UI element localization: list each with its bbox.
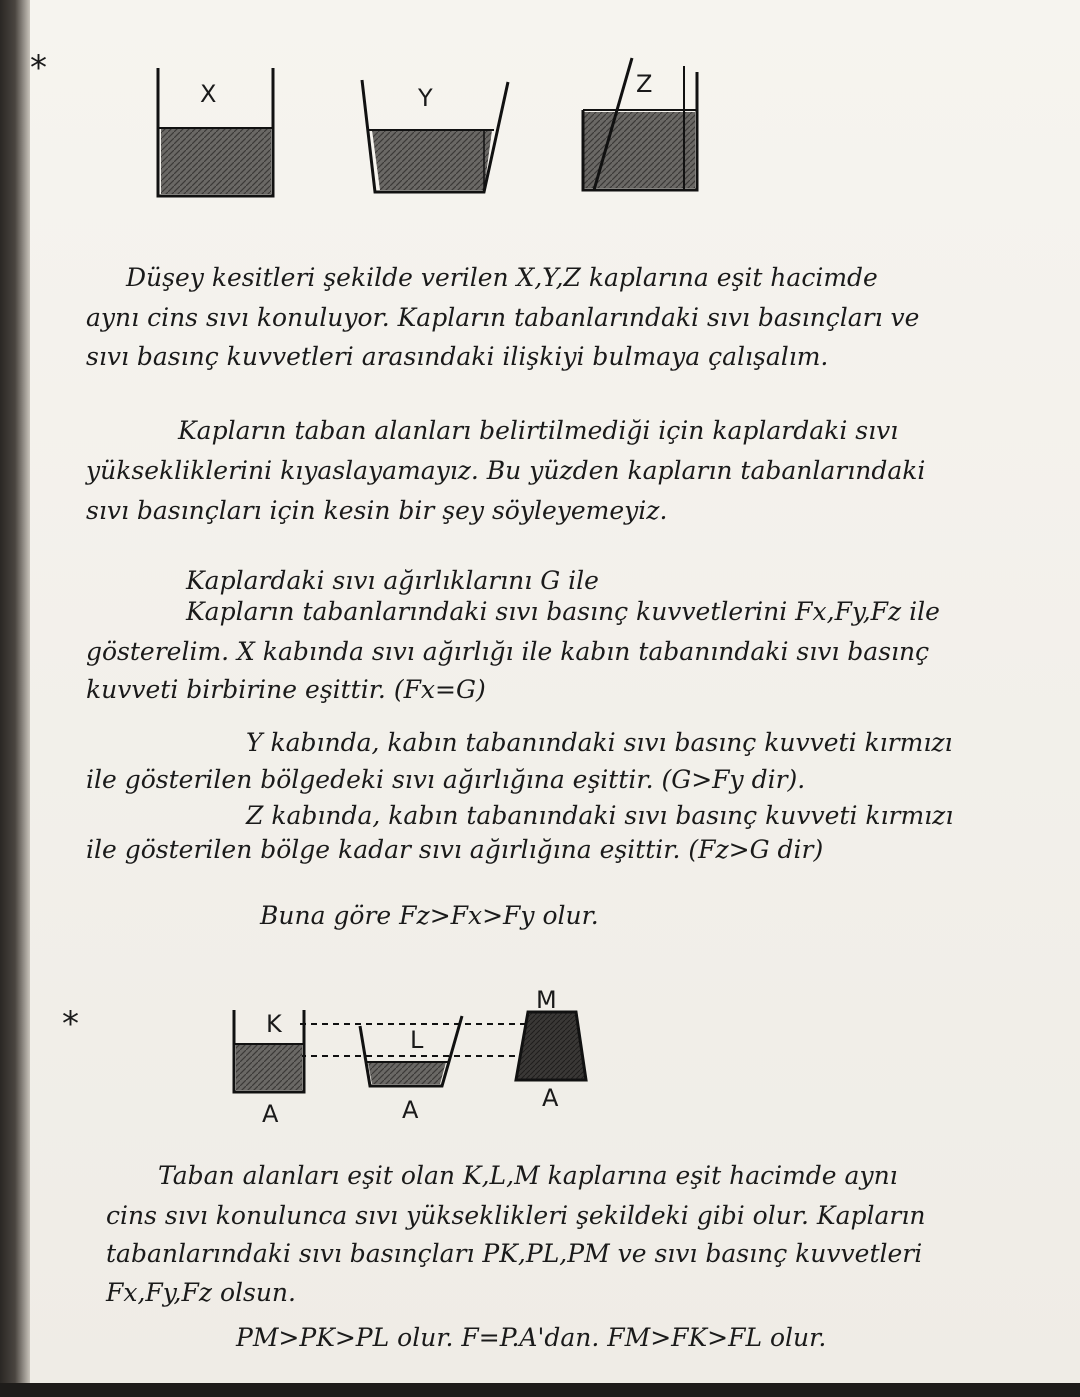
base-label-m: A — [542, 1084, 559, 1112]
label-m: M — [536, 986, 557, 1014]
s1-p2-line3: sıvı basınçları için kesin bir şey söyleyemeyiz. — [86, 496, 668, 525]
liquid-k — [236, 1044, 302, 1090]
s1-p4-line1: Y kabında, kabın tabanındaki sıvı basınç kuvveti kırmızı — [246, 728, 953, 757]
s2-p1-line1: Taban alanları eşit olan K,L,M kaplarına eşit hacimde aynı — [158, 1161, 898, 1190]
container-y — [362, 80, 508, 192]
label-k: K — [266, 1010, 282, 1038]
base-label-k: A — [262, 1100, 279, 1128]
s1-p1-line2: aynı cins sıvı konuluyor. Kapların tabanlarındaki sıvı basınçları ve — [86, 303, 920, 332]
label-l: L — [410, 1026, 424, 1054]
s1-p3-line1: Kaplardaki sıvı ağırlıklarını G ile — [186, 566, 599, 595]
liquid-x — [161, 128, 271, 194]
s2-conclusion: PM>PK>PL olur. F=P.A'dan. FM>FK>FL olur. — [236, 1323, 827, 1352]
s1-p1-line1: Düşey kesitleri şekilde verilen X,Y,Z kaplarına eşit hacimde — [126, 263, 878, 292]
s1-p3-line2: Kapların tabanlarındaki sıvı basınç kuvvetlerini Fx,Fy,Fz ile — [186, 597, 940, 626]
s1-p3-line3: gösterelim. X kabında sıvı ağırlığı ile kabın tabanındaki sıvı basınç — [86, 637, 930, 666]
s2-p1-line4: Fx,Fy,Fz olsun. — [106, 1278, 296, 1307]
base-label-l: A — [402, 1096, 419, 1124]
bullet-star-1: * — [30, 48, 47, 88]
s1-p5-line2: ile gösterilen bölge kadar sıvı ağırlığına eşittir. (Fz>G dir) — [86, 835, 824, 864]
label-x: X — [200, 80, 217, 108]
s1-p5-line1: Z kabında, kabın tabanındaki sıvı basınç kuvveti kırmızı — [246, 801, 954, 830]
liquid-z — [583, 112, 695, 188]
s1-p2-line1: Kapların taban alanları belirtilmediği için kaplardaki sıvı — [178, 416, 899, 445]
s2-p1-line3: tabanlarındaki sıvı basınçları PK,PL,PM ve sıvı basınç kuvvetleri — [106, 1239, 923, 1268]
label-z: Z — [636, 70, 653, 98]
s1-p2-line2: yüksekliklerini kıyaslayamayız. Bu yüzden kapların tabanlarındaki — [86, 456, 926, 485]
s1-conclusion: Buna göre Fz>Fx>Fy olur. — [260, 901, 599, 930]
container-m — [516, 1012, 586, 1080]
label-y: Y — [418, 84, 433, 112]
s1-p4-line2: ile gösterilen bölgedeki sıvı ağırlığına eşittir. (G>Fy dir). — [86, 765, 806, 794]
s2-p1-line2: cins sıvı konulunca sıvı yükseklikleri şekildeki gibi olur. Kapların — [106, 1201, 926, 1230]
s1-p1-line3: sıvı basınç kuvvetleri arasındaki ilişkiyi bulmaya çalışalım. — [86, 342, 829, 371]
liquid-y — [372, 130, 492, 190]
bullet-star-2: * — [62, 1004, 79, 1044]
liquid-l — [368, 1062, 446, 1084]
s1-p3-line4: kuvveti birbirine eşittir. (Fx=G) — [86, 675, 486, 704]
